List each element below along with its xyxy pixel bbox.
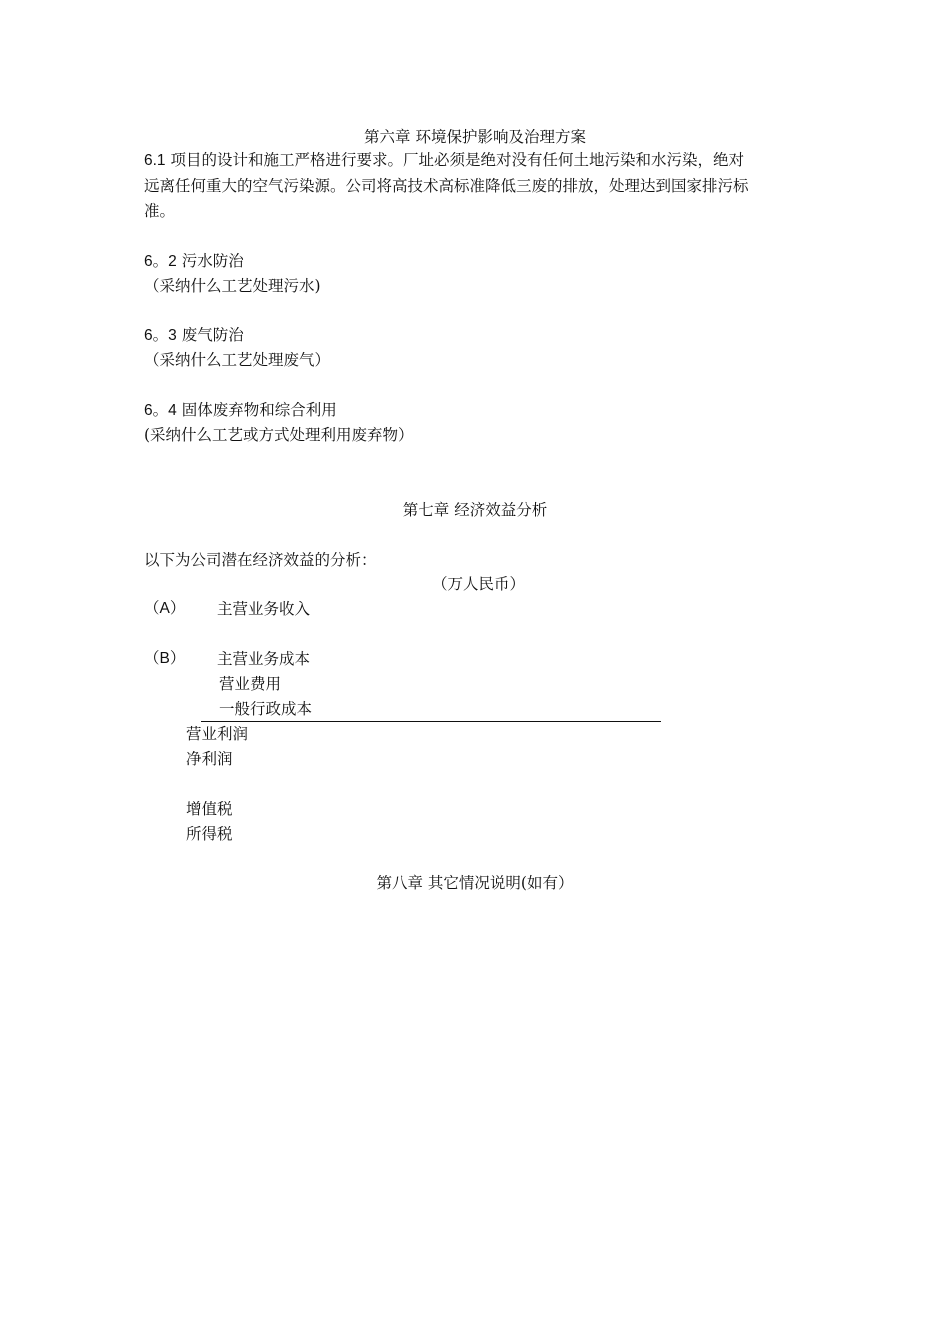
section-6-1-line-2: 远离任何重大的空气污染源。公司将高技术高标准降低三废的排放，处理达到国家排污标 [144,177,749,195]
net-profit: 净利润 [186,750,233,768]
section-6-2-note: （采纳什么工艺处理污水) [144,277,321,295]
section-6-4-note: (采纳什么工艺或方式处理利用废弃物） [144,426,414,444]
currency-unit: （万人民币） [432,575,526,593]
cost-item-main: 主营业务成本 [217,650,311,668]
label-a: （A） [144,600,186,617]
section-6-4-heading [144,400,337,421]
section-6-1-line-1 [144,150,744,171]
vat-item: 增值税 [186,800,233,818]
cost-item-admin: 一般行政成本 [219,700,313,718]
section-6-2-number: 6。2 [144,253,177,270]
section-6-2-heading [144,251,244,272]
section-6-3-heading [144,325,244,346]
income-tax-item: 所得税 [186,825,233,843]
section-6-2-title: 污水防治 [181,252,244,270]
chapter-7-title: 第七章 经济效益分析 [402,501,548,519]
chapter-6-title: 第六章 环境保护影响及治理方案 [364,128,586,146]
label-b: （B） [144,650,186,667]
revenue-item: 主营业务收入 [217,600,311,618]
section-6-3-number: 6。3 [144,327,177,344]
section-6-4-title: 固体废弃物和综合利用 [181,401,337,419]
section-6-3-note: （采纳什么工艺处理废气） [144,351,331,369]
operating-profit: 营业利润 [186,725,249,743]
section-6-1-number: 6.1 [144,152,166,169]
subtotal-rule [201,721,661,722]
chapter-8-title: 第八章 其它情况说明(如有） [376,874,574,892]
section-6-3-title: 废气防治 [181,326,244,344]
analysis-intro: 以下为公司潜在经济效益的分析： [144,551,377,569]
section-6-1-line-3: 准。 [144,202,176,220]
section-6-4-number: 6。4 [144,402,177,419]
cost-item-operating: 营业费用 [219,675,282,693]
section-6-1-text: 项目的设计和施工严格进行要求。厂址必须是绝对没有任何土地污染和水污染，绝对 [170,151,745,169]
